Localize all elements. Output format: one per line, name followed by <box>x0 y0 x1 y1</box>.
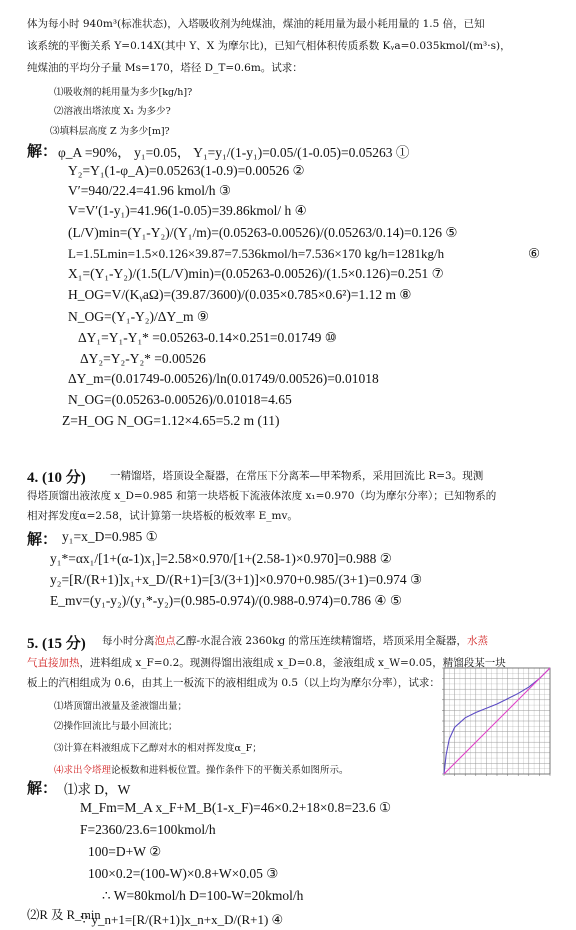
p3-step-8: H_OG=V/(KᵧaΩ)=(39.87/3600)/(0.035×0.785×0.6²)=1.12 m ⑧ <box>68 287 412 302</box>
p5-line-1a: 每小时分离 <box>102 635 155 647</box>
p3-step-10: ΔY₁=Y₁-Y₁* =0.05263-0.14×0.251=0.01749 ⑩ <box>78 330 337 345</box>
p4-line-1: 一精馏塔，塔顶设全凝器，在常压下分离苯—甲苯物系，采用回流比 R=3。现测 <box>110 470 484 482</box>
p4-step-2: y₁*=αx₁/[1+(α-1)x₁]=2.58×0.970/[1+(2.58-1)×0.970]=0.988 ② <box>50 551 392 566</box>
p3-line-1: 体为每小时 940m³(标准状态)，入塔吸收剂为纯煤油，煤油的耗用量为最小耗用量的 1.5 倍，已知 <box>27 18 485 30</box>
p5-step-5: ∴ W=80kmol/h D=100-W=20kmol/h <box>102 888 304 903</box>
p5-highlight-q4: ⑷求出令塔理 <box>54 765 112 776</box>
equilibrium-chart <box>434 664 554 780</box>
p5-solution-label: 解： <box>27 781 58 797</box>
p3-question-2: ⑵溶液出塔浓度 X₁ 为多少? <box>54 106 171 117</box>
p5-question-4b: 论板数和进料板位置。操作条件下的平衡关系如图所示。 <box>111 765 349 776</box>
p3-step-3: V′=940/22.4=41.96 kmol/h ③ <box>68 183 232 198</box>
p5-step-r: ⑵R 及 R_min <box>27 908 101 922</box>
p5-question-2: ⑵操作回流比与最小回流比； <box>54 721 178 732</box>
p4-solution-label: 解： <box>27 532 58 548</box>
p3-step-2: Y₂=Y₁(1-φ_A)=0.05263(1-0.9)=0.00526 ② <box>68 163 305 178</box>
p3-question-3: ⑶填料层高度 Z 为多少[m]? <box>50 126 170 137</box>
p3-step-7: X₁=(Y₁-Y₂)/(1.5(L/V)min)=(0.05263-0.00526)/(1.5×0.126)=0.251 ⑦ <box>68 266 444 281</box>
p5-step-1: M_Fm=M_A x_F+M_B(1-x_F)=46×0.2+18×0.8=23.6 ① <box>80 800 392 815</box>
p5-step-2: F=2360/23.6=100kmol/h <box>80 822 216 837</box>
p3-solution-label: 解： <box>27 144 58 160</box>
p3-step-14: Z=H_OG N_OG=1.12×4.65=5.2 m (11) <box>62 413 280 428</box>
p3-step-9: N_OG=(Y₁-Y₂)/ΔY_m ⑨ <box>68 309 209 324</box>
p5-header: 5. (15 分) <box>27 636 86 652</box>
p5-step-3: 100=D+W ② <box>88 844 162 859</box>
p3-step-4: V=V′(1-y₁)=41.96(1-0.05)=39.86kmol/ h ④ <box>68 203 307 218</box>
p5-line-2b: ，进料组成 x_F=0.2。现测得馏出液组成 x_D=0.8，釜液组成 x_W=0.05，精馏段某一块 <box>79 657 506 669</box>
p3-line-3: 纯煤油的平均分子量 Ms=170，塔径 D_T=0.6m。试求： <box>27 62 303 74</box>
p4-line-2: 得塔顶馏出液浓度 x_D=0.985 和第一块塔板下流液体浓度 x₁=0.970（均为摩尔分率）；已知物系的 <box>27 490 497 502</box>
p3-step-11: ΔY₂=Y₂-Y₂* =0.00526 <box>80 351 206 366</box>
p5-highlight-steam-2: 气直接加热 <box>27 657 80 669</box>
p4-step-3: y₂=[R/(R+1)]x₁+x_D/(R+1)=[3/(3+1)]×0.970+0.985/(3+1)=0.974 ③ <box>50 572 423 587</box>
p5-step-4: 100×0.2=(100-W)×0.8+W×0.05 ③ <box>88 866 279 881</box>
p5-question-4 <box>54 762 349 776</box>
p5-line-3: 板上的汽相组成为 0.6，由其上一板流下的液相组成为 0.5（以上均为摩尔分率），试求： <box>27 677 440 689</box>
p4-line-3: 相对挥发度α=2.58，试计算第一块塔板的板效率 E_mv。 <box>27 510 298 522</box>
p4-step-1: y₁=x_D=0.985 ① <box>62 529 158 544</box>
p3-step-1: φ_A =90%， y₁=0.05， Y₁=y₁/(1-y₁)=0.05/(1-0.05)=0.05263 ① <box>58 145 410 160</box>
p3-question-1: ⑴吸收剂的耗用量为多少[kg/h]? <box>54 87 193 98</box>
p3-step-5: (L/V)min=(Y₁-Y₂)/(Y₁/m)=(0.05263-0.00526)/(0.05263/0.14)=0.126 ⑤ <box>68 225 458 240</box>
p5-line-1 <box>102 634 488 648</box>
p3-mark-6: ⑥ <box>528 246 541 261</box>
p5-highlight-bubble-point: 泡点 <box>154 635 176 647</box>
p4-header: 4. (10 分) <box>27 470 86 486</box>
p3-step-6: L=1.5Lmin=1.5×0.126×39.87=7.536kmol/h=7.536×170 kg/h=1281kg/h <box>68 246 445 261</box>
p3-step-13: N_OG=(0.05263-0.00526)/0.01018=4.65 <box>68 392 292 407</box>
p5-step-r-eq: ∵ y_n+1=[R/(R+1)]x_n+x_D/(R+1) ④ <box>80 912 284 927</box>
p5-highlight-steam-1: 水蒸 <box>467 635 489 647</box>
p3-line-2: 该系统的平衡关系 Y=0.14X(其中 Y、X 为摩尔比)，已知气相体积传质系数 Kᵧa=0.035kmol/(m³·s)， <box>27 40 511 52</box>
p5-step-0: ⑴求 D，W <box>64 782 131 797</box>
p4-step-4: E_mv=(y₁-y₂)/(y₁*-y₂)=(0.985-0.974)/(0.988-0.974)=0.786 ④ ⑤ <box>50 593 402 608</box>
p5-question-1: ⑴塔顶馏出液量及釜液馏出量； <box>54 701 188 712</box>
p3-step-12: ΔY_m=(0.01749-0.00526)/ln(0.01749/0.00526)=0.01018 <box>68 371 379 386</box>
p5-question-3: ⑶计算在料液组成下乙醇对水的相对挥发度α_F； <box>54 743 262 754</box>
p5-line-1b: 乙醇-水混合液 2360kg 的常压连续精馏塔，塔顶采用全凝器， <box>175 635 468 647</box>
